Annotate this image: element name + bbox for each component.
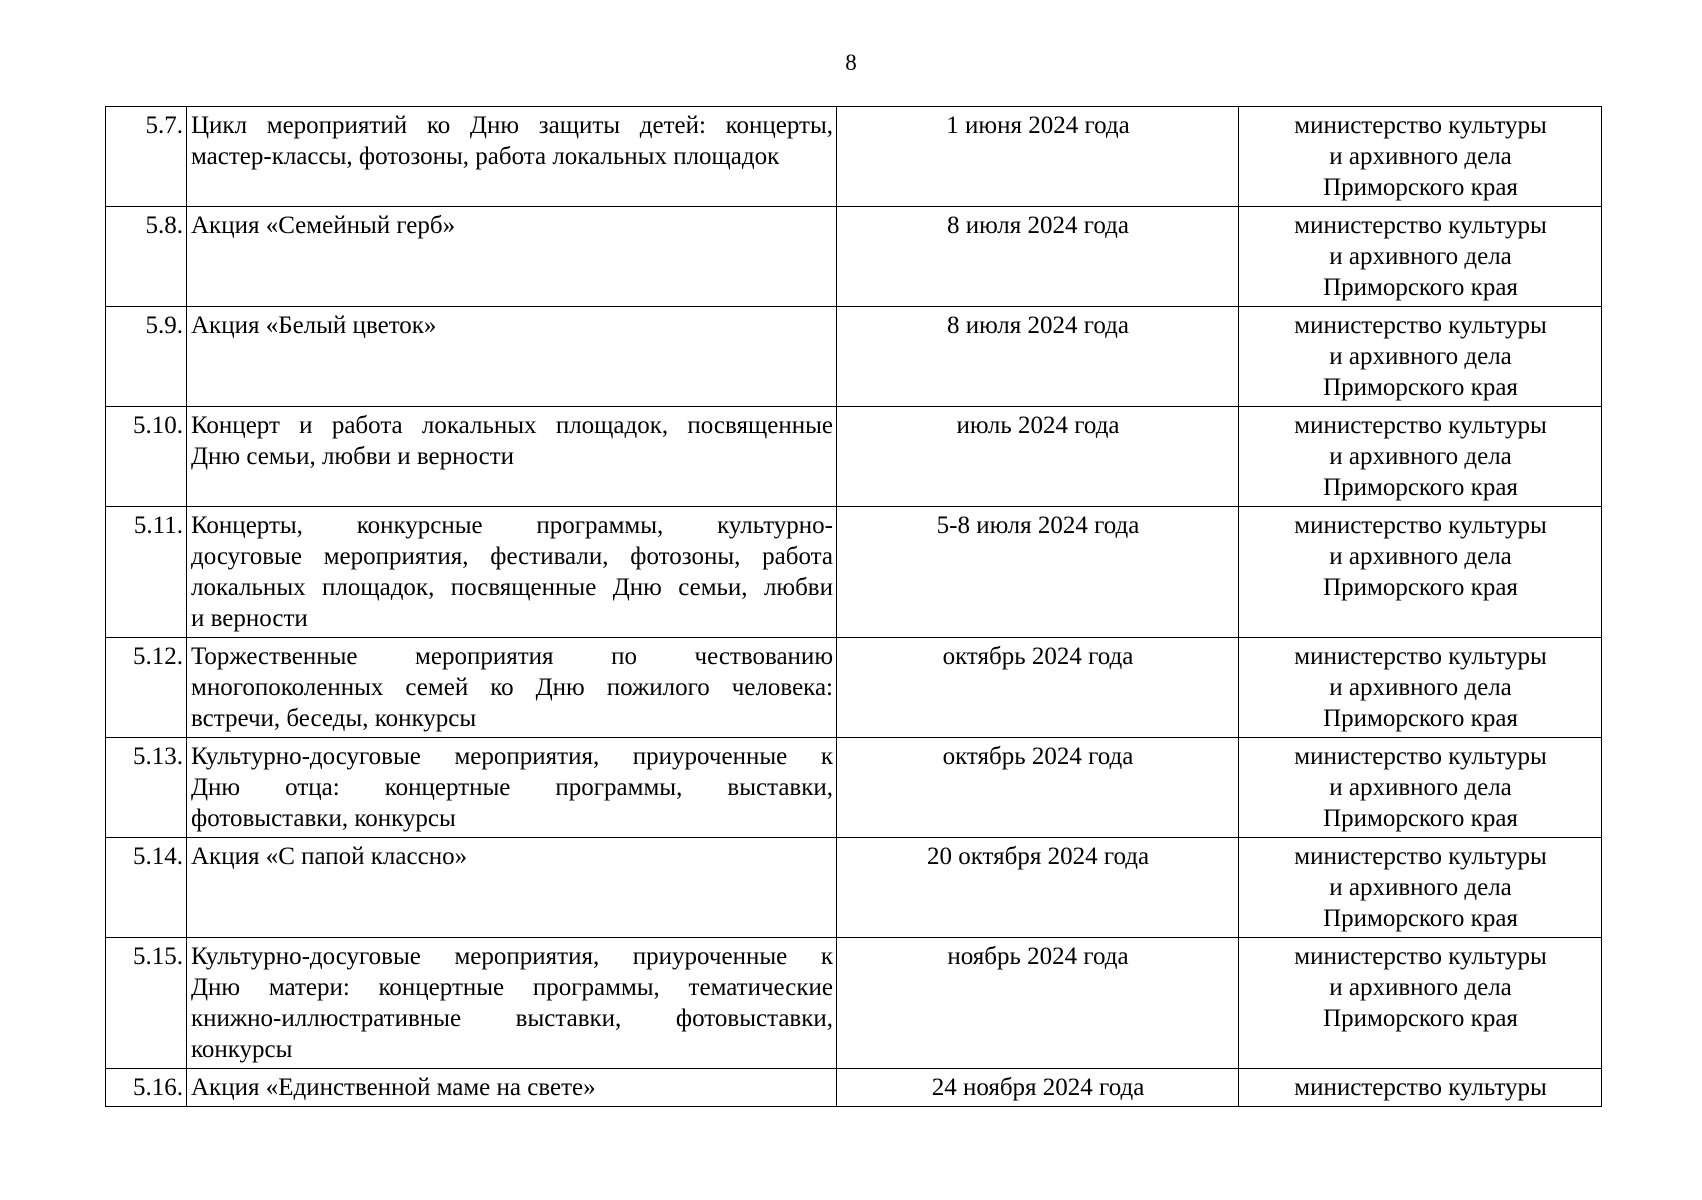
item-number: 5.8. — [106, 207, 187, 307]
table-row — [106, 407, 1602, 507]
responsible-body — [1239, 938, 1602, 1069]
responsible-body — [1239, 838, 1602, 938]
event-description-line: Концерт и работа локальных площадок, посвященные — [191, 412, 833, 439]
event-date: 8 июля 2024 года — [837, 307, 1239, 407]
event-description-line: встречи, беседы, конкурсы — [191, 705, 477, 732]
responsible-body-line: и архивного дела — [1329, 874, 1512, 901]
event-date: ноябрь 2024 года — [837, 938, 1239, 1069]
event-description-line: и верности — [191, 605, 308, 632]
responsible-body-line: Приморского края — [1323, 705, 1518, 732]
table-row — [106, 107, 1602, 207]
event-description-line: Цикл мероприятий ко Дню защиты детей: концерты, — [191, 112, 833, 139]
event-description-line: Акция «Семейный герб» — [191, 212, 456, 239]
event-description-line: мастер-классы, фотозоны, работа локальных площадок — [191, 143, 780, 170]
page-number: 8 — [845, 50, 857, 75]
responsible-body — [1239, 207, 1602, 307]
event-description-line: Дню отца: концертные программы, выставки, — [191, 774, 833, 801]
event-description — [187, 938, 837, 1069]
responsible-body — [1239, 407, 1602, 507]
responsible-body-line: министерство культуры — [1294, 212, 1547, 239]
event-description-line: Культурно-досуговые мероприятия, приуроченные к — [191, 943, 833, 970]
responsible-body-line: Приморского края — [1323, 905, 1518, 932]
responsible-body — [1239, 738, 1602, 838]
event-description — [187, 1069, 837, 1107]
item-number: 5.10. — [106, 407, 187, 507]
responsible-body — [1239, 507, 1602, 638]
responsible-body-line: министерство культуры — [1294, 412, 1547, 439]
responsible-body-line: министерство культуры — [1294, 512, 1547, 539]
responsible-body — [1239, 638, 1602, 738]
event-description-line: досуговые мероприятия, фестивали, фотозоны, работа — [191, 543, 833, 570]
event-date: 24 ноября 2024 года — [837, 1069, 1239, 1107]
event-description-line: конкурсы — [191, 1036, 293, 1063]
responsible-body-line: и архивного дела — [1329, 774, 1512, 801]
event-description-line: Дню семьи, любви и верности — [191, 443, 515, 470]
item-number: 5.12. — [106, 638, 187, 738]
event-description-line: многопоколенных семей ко Дню пожилого человека: — [191, 674, 833, 701]
responsible-body-line: и архивного дела — [1329, 543, 1512, 570]
item-number: 5.11. — [106, 507, 187, 638]
responsible-body-line: Приморского края — [1323, 805, 1518, 832]
event-description — [187, 407, 837, 507]
responsible-body-line: Приморского края — [1323, 474, 1518, 501]
event-date: 1 июня 2024 года — [837, 107, 1239, 207]
event-date: октябрь 2024 года — [837, 638, 1239, 738]
responsible-body-line: министерство культуры — [1294, 643, 1547, 670]
event-description-line: книжно-иллюстративные выставки, фотовыставки, — [191, 1005, 833, 1032]
responsible-body-line: Приморского края — [1323, 1005, 1518, 1032]
table-row — [106, 838, 1602, 938]
event-description-line: фотовыставки, конкурсы — [191, 805, 456, 832]
event-description-line: Акция «Белый цветок» — [191, 312, 437, 339]
events-table — [105, 106, 1602, 1107]
item-number: 5.13. — [106, 738, 187, 838]
responsible-body-line: министерство культуры — [1294, 743, 1547, 770]
table-row — [106, 207, 1602, 307]
event-description-line: Акция «Единственной маме на свете» — [191, 1074, 596, 1101]
table-row — [106, 638, 1602, 738]
responsible-body-line: и архивного дела — [1329, 343, 1512, 370]
event-description — [187, 307, 837, 407]
event-description — [187, 207, 837, 307]
responsible-body-line: министерство культуры — [1294, 943, 1547, 970]
responsible-body-line: и архивного дела — [1329, 974, 1512, 1001]
item-number: 5.14. — [106, 838, 187, 938]
events-table-body — [106, 107, 1602, 1107]
responsible-body — [1239, 1069, 1602, 1107]
event-description — [187, 838, 837, 938]
responsible-body-line: Приморского края — [1323, 374, 1518, 401]
event-date: июль 2024 года — [837, 407, 1239, 507]
event-date: 8 июля 2024 года — [837, 207, 1239, 307]
event-description — [187, 738, 837, 838]
item-number: 5.16. — [106, 1069, 187, 1107]
responsible-body-line: министерство культуры — [1294, 843, 1547, 870]
event-description — [187, 507, 837, 638]
responsible-body-line: и архивного дела — [1329, 143, 1512, 170]
event-description-line: Акция «С папой классно» — [191, 843, 468, 870]
responsible-body-line: министерство культуры — [1294, 112, 1547, 139]
responsible-body-line: министерство культуры — [1294, 312, 1547, 339]
item-number: 5.15. — [106, 938, 187, 1069]
responsible-body — [1239, 107, 1602, 207]
event-date: октябрь 2024 года — [837, 738, 1239, 838]
event-description — [187, 107, 837, 207]
event-description-line: Концерты, конкурсные программы, культурно- — [191, 512, 833, 539]
event-description-line: Торжественные мероприятия по чествованию — [191, 643, 833, 670]
responsible-body-line: и архивного дела — [1329, 674, 1512, 701]
item-number: 5.7. — [106, 107, 187, 207]
responsible-body-line: министерство культуры — [1294, 1074, 1547, 1101]
table-row — [106, 1069, 1602, 1107]
table-row — [106, 938, 1602, 1069]
event-description-line: Дню матери: концертные программы, тематические — [191, 974, 833, 1001]
responsible-body-line: Приморского края — [1323, 574, 1518, 601]
event-description — [187, 638, 837, 738]
responsible-body-line: и архивного дела — [1329, 443, 1512, 470]
event-description-line: Культурно-досуговые мероприятия, приуроченные к — [191, 743, 833, 770]
responsible-body-line: и архивного дела — [1329, 243, 1512, 270]
table-row — [106, 307, 1602, 407]
responsible-body-line: Приморского края — [1323, 274, 1518, 301]
event-description-line: локальных площадок, посвященные Дню семьи, любви — [191, 574, 833, 601]
table-row — [106, 507, 1602, 638]
responsible-body-line: Приморского края — [1323, 174, 1518, 201]
table-row — [106, 738, 1602, 838]
event-date: 20 октября 2024 года — [837, 838, 1239, 938]
item-number: 5.9. — [106, 307, 187, 407]
event-date: 5-8 июля 2024 года — [837, 507, 1239, 638]
responsible-body — [1239, 307, 1602, 407]
